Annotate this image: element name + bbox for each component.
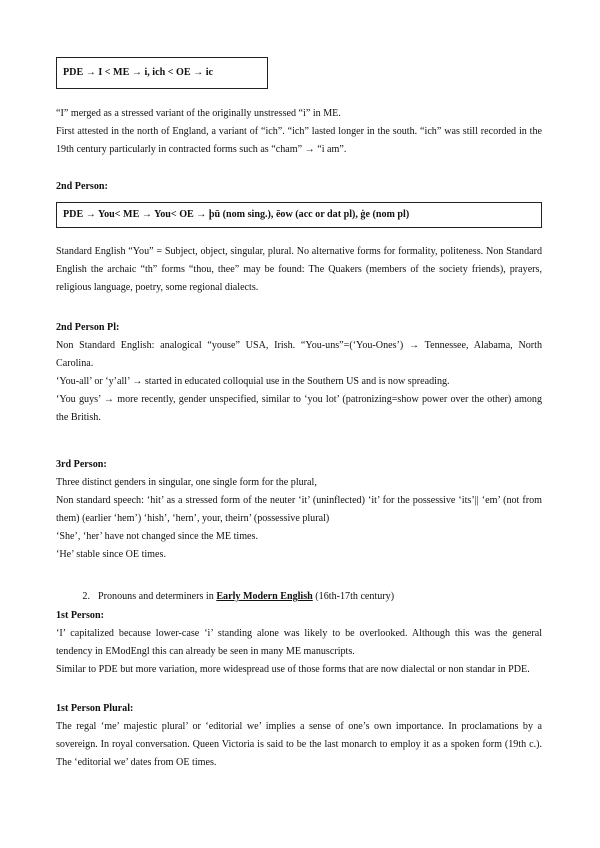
section-title-prefix: Pronouns and determiners in — [98, 591, 217, 602]
paragraph: ‘You guys’ → more recently, gender unspecified, similar to ‘you lot’ (patronizing=show power over the other) among the British. — [56, 394, 542, 423]
section-title-suffix: (16th-17th century) — [312, 591, 395, 602]
paragraph: ‘I’ capitalized because lower-case ‘i’ standing alone was likely to be overlooked. Although this was the general tendency in EModEngl this can already be seen in many ME manuscripts. — [56, 628, 542, 657]
second-person-heading-block — [56, 178, 542, 196]
first-person-plural — [56, 700, 542, 772]
first-person-intro — [56, 105, 542, 159]
section-heading: 3rd Person: — [56, 459, 107, 470]
paragraph: First attested in the north of England, a variant of “ich”. “ich” lasted longer in the south. “ich” was still recorded in the 19th century particularly in contracted forms such as “cham” → “i am”. — [56, 126, 542, 155]
paragraph: Three distinct genders in singular, one single form for the plural, — [56, 477, 317, 488]
second-person-plural — [56, 319, 542, 427]
second-person-text — [56, 243, 542, 297]
paragraph: ‘She’, ‘her’ have not changed since the ME times. — [56, 531, 258, 542]
section-heading: 1st Person Plural: — [56, 703, 134, 714]
paragraph: Non Standard English: analogical “youse” USA, Irish. “You-uns”=(‘You-Ones’) → Tennessee, Alabama, North Carolina. — [56, 340, 542, 369]
etymology-box-first-person: PDE → I < ME → i, ich < OE → ic — [56, 57, 268, 89]
section-number: 2. — [82, 591, 90, 602]
paragraph: Standard English “You” = Subject, object, singular, plural. No alternative forms for formality, politeness. Non Standard English the archaic “th” forms “thou, thee” may be found: The Quakers (members of the society friends), prayers, religious language, poetry, some regional dialects. — [56, 246, 542, 293]
third-person — [56, 456, 542, 564]
section-heading: 2nd Person Pl: — [56, 322, 120, 333]
first-person-emode — [56, 607, 542, 679]
section-heading: 2nd Person: — [56, 181, 108, 192]
paragraph: ‘You-all’ or ‘y’all’ → started in educated colloquial use in the Southern US and is now spreading. — [56, 376, 450, 387]
section-heading: 1st Person: — [56, 610, 104, 621]
paragraph: ‘He’ stable since OE times. — [56, 549, 166, 560]
section-2-heading — [56, 588, 542, 606]
section-title-emphasis: Early Modern English — [216, 591, 313, 602]
paragraph: The regal ‘me’ majestic plural’ or ‘editorial we’ implies a sense of one’s own importance. In proclamations by a sovereign. In royal conversation. Queen Victoria is said to be the last monarch to employ it as a spoken form (19th c.). The ‘editorial we’ dates from OE times. — [56, 721, 542, 768]
paragraph: Non standard speech: ‘hit’ as a stressed form of the neuter ‘it’ (uninflected) ‘it’ for the possessive ‘its’|| ‘em’ (not from them) (earlier ‘hem’) ‘hish’, ‘hern’, your, theirn’ (possessive plural) — [56, 495, 542, 524]
paragraph: “I” merged as a stressed variant of the originally unstressed “i” in ME. — [56, 108, 341, 119]
paragraph: Similar to PDE but more variation, more widespread use of those forms that are now dialectal or non standar in PDE. — [56, 664, 530, 675]
etymology-box-second-person: PDE → You< ME → You< OE → þū (nom sing.), ēow (acc or dat pl), ġe (nom pl) — [56, 202, 542, 228]
